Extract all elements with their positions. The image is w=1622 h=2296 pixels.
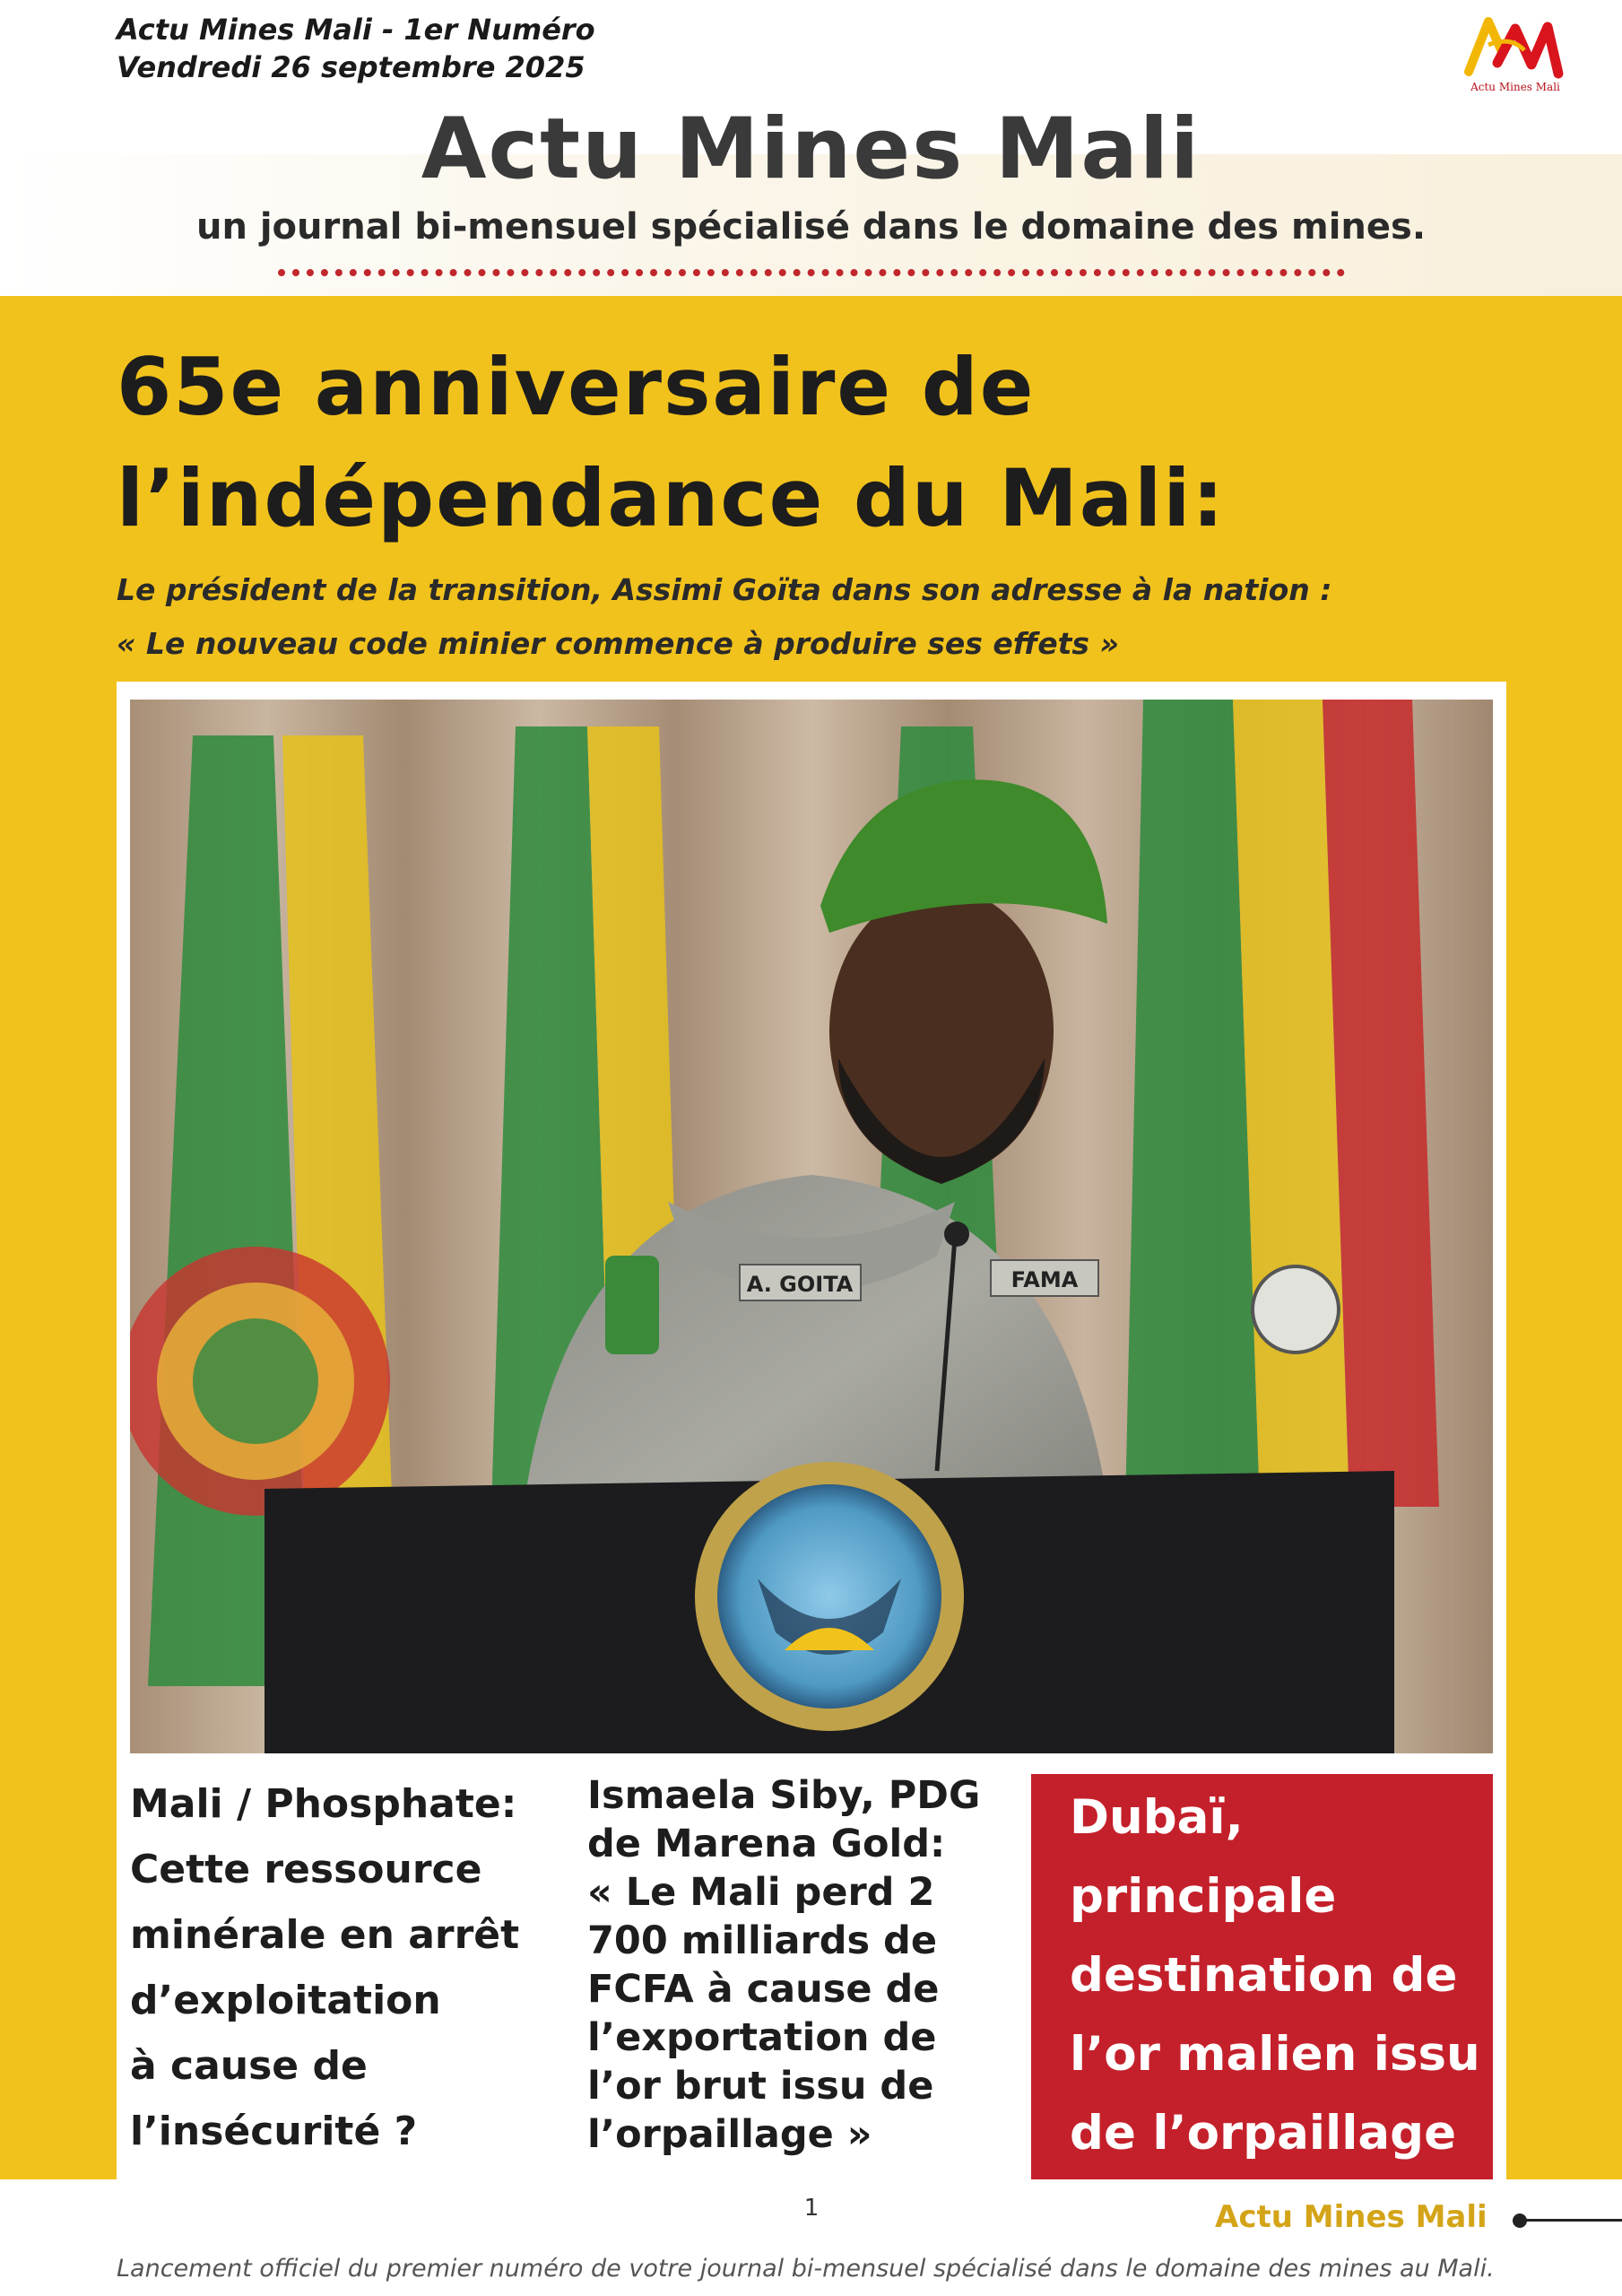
lead-photo (130, 700, 1493, 1753)
footer-note: Lancement officiel du premier numéro de votre journal bi-mensuel spécialisé dans le domaine des mines au Mali. (117, 2255, 1495, 2283)
lead-headline (117, 332, 1515, 554)
story-line: 700 milliards de (587, 1918, 938, 1963)
story-line: « Le Mali perd 2 (587, 1870, 935, 1915)
story-line: minérale en arrêt (130, 1912, 520, 1958)
lead-headline-line: 65e anniversaire de (117, 341, 1036, 433)
story-marena-gold[interactable] (587, 1771, 1036, 2159)
issue-number: Actu Mines Mali - 1er Numéro (117, 13, 595, 47)
story-line: Dubaï, (1070, 1790, 1244, 1845)
masthead-divider (278, 269, 1345, 278)
logo-caption: Actu Mines Mali (1470, 81, 1560, 93)
story-dubai[interactable] (1070, 1779, 1491, 2173)
story-line: Mali / Phosphate: (130, 1781, 517, 1827)
story-line: Ismaela Siby, PDG (587, 1773, 981, 1818)
story-line: l’or malien issu (1070, 2027, 1480, 2082)
issue-date: Vendredi 26 septembre 2025 (117, 50, 585, 84)
masthead-title: Actu Mines Mali (421, 100, 1201, 198)
unit-tag-label: FAMA (1010, 1267, 1079, 1292)
story-line: de l’orpaillage (1070, 2106, 1457, 2161)
story-line: FCFA à cause de (587, 1967, 940, 2012)
story-line: l’insécurité ? (130, 2109, 418, 2154)
story-line: l’orpaillage » (587, 2112, 872, 2157)
story-line: d’exploitation (130, 1978, 441, 2023)
lead-headline-line: l’indépendance du Mali: (117, 452, 1226, 544)
lead-deck-quote: « Le nouveau code minier commence à produire ses effets » (117, 626, 1119, 661)
page-number: 1 (803, 2195, 820, 2222)
lead-deck-line: Le président de la transition, Assimi Goïta dans son adresse à la nation : (117, 572, 1332, 607)
lead-deck (117, 563, 1515, 671)
masthead-tagline: un journal bi-mensuel spécialisé dans le domaine des mines. (195, 206, 1427, 248)
story-line: à cause de (130, 2043, 368, 2089)
story-line: l’exportation de (587, 2015, 937, 2060)
footer-brand: Actu Mines Mali (1215, 2199, 1488, 2235)
logo-mark-icon (1462, 9, 1569, 90)
issue-info (117, 11, 595, 86)
name-tag-label: A. GOITA (746, 1272, 854, 1297)
story-line: l’or brut issu de (587, 2064, 934, 2109)
president-portrait-illustration (130, 700, 1493, 1753)
story-line: Cette ressource (130, 1847, 482, 1892)
story-line: principale (1070, 1869, 1337, 1924)
story-line: destination de (1070, 1948, 1458, 2003)
footer-rule (1524, 2219, 1622, 2222)
story-phosphate[interactable] (130, 1771, 551, 2164)
story-line: de Marena Gold: (587, 1822, 946, 1866)
